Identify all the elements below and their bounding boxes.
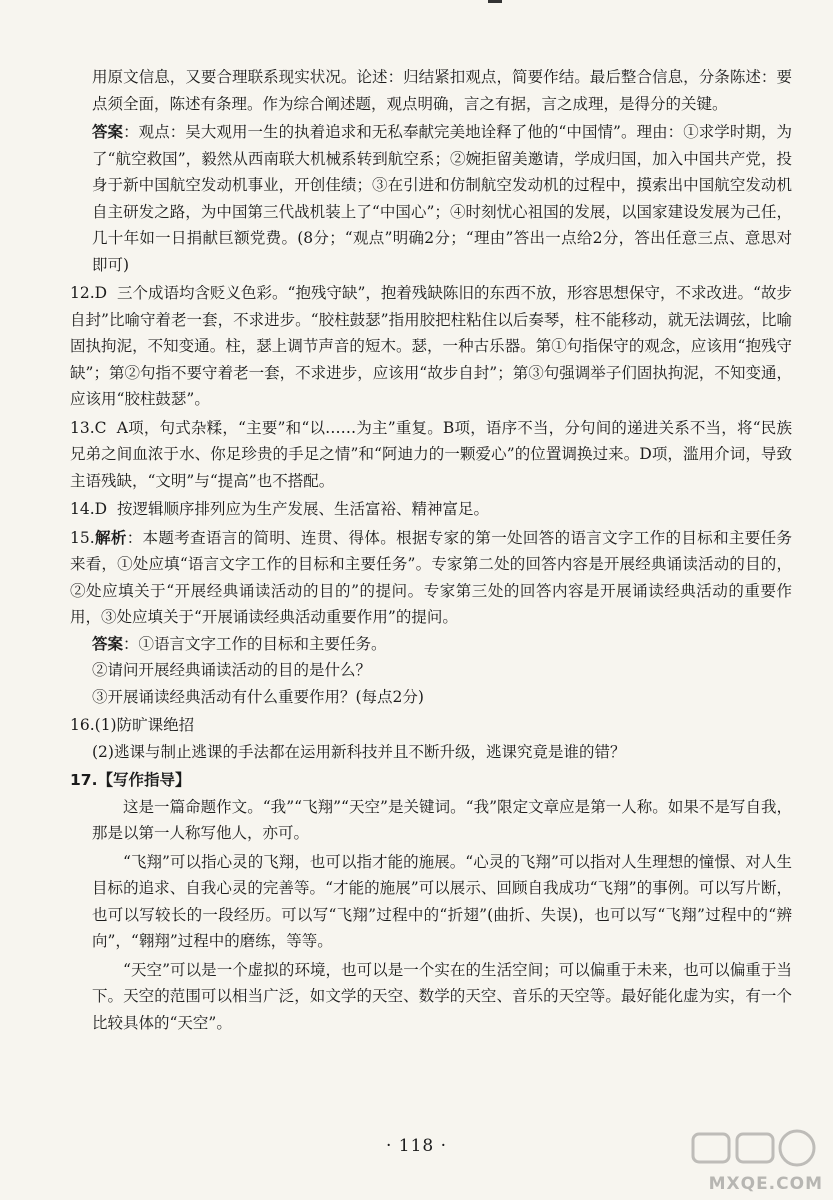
answer-15-item-1: ：①语言文字工作的目标和主要任务。 xyxy=(123,634,387,653)
answer-15-item-2: ②请问开展经典诵读活动的目的是什么？ xyxy=(92,661,372,679)
answer-content xyxy=(70,64,792,1036)
question-15-answer xyxy=(92,631,792,658)
intro-paragraph xyxy=(92,64,792,117)
intro-line-1: 用原文信息，又要合理联系现实状况。论述：归结紧扣观点，简要作结。最后整合信息，分条陈述：要点须全面，陈 xyxy=(92,68,792,113)
writing-guide-paragraph-2: “飞翔”可以指心灵的飞翔，也可以指才能的施展。“心灵的飞翔”可以指对人生理想的憧憬、对人生目标的追求、自我心灵的完善等。“才能的施展”可以展示、回顾自我成功“飞翔”的事例。可以写片断，也可以写较长的一段经历。可以写“飞翔”过程中的“折翅”(曲折、失误)，也可以写“飞翔”过程中的“辨向”，“翱翔”过程中的磨练，等等。 xyxy=(92,852,792,950)
analysis-label: 解析 xyxy=(94,528,127,547)
question-13-number: 13.C xyxy=(70,418,107,437)
question-12 xyxy=(70,280,792,413)
question-15-number: 15. xyxy=(70,528,95,547)
question-12-number: 12.D xyxy=(70,284,108,302)
question-12-text: 三个成语均含贬义色彩。“抱残守缺”，抱着残缺陈旧的东西不放，形容思想保守，不求改进。“故步自封”比喻守着老一套，不求进步。“胶柱鼓瑟”指用胶把柱粘住以后奏琴，柱不能移动，就无法调弦，比喻固执拘泥，不知变通。柱，瑟上调节声音的短木。瑟，一种古乐器。第①句指保守的观念，应该用“抱残守缺”；第②句指不要守着老一套，不求进步，应该用“故步自封”；第③句强调举子们固执拘泥，不知变通，应该用“胶柱鼓瑟”。 xyxy=(70,284,792,408)
answer-label-15: 答案 xyxy=(92,634,124,653)
writing-guide-paragraph-3: “天空”可以是一个虚拟的环境，也可以是一个实在的生活空间；可以偏重于未来，也可以偏重于当下。天空的范围可以相当广泛，如文学的天空、数学的天空、音乐的天空等。最好能化虚为实，有一个比较具体的“天空”。 xyxy=(92,960,792,1032)
question-14 xyxy=(70,496,792,523)
question-14-text: 按逻辑顺序排列应为生产发展、生活富裕、精神富足。 xyxy=(116,500,489,518)
answer-label: 答案 xyxy=(92,123,124,141)
question-17-heading: 17.【写作指导】 xyxy=(70,771,191,789)
question-15 xyxy=(70,525,792,631)
writing-guide-paragraph-1: 这是一篇命题作文。“我”“飞翔”“天空”是关键词。“我”限定文章应是第一人称。如果不是写自我，那是以第一人称写他人，亦可。 xyxy=(92,797,792,842)
answer-11 xyxy=(92,119,792,278)
answer-15-item-3: ③开展诵读经典活动有什么重要作用？(每点2分) xyxy=(92,687,424,706)
question-16-line-2: (2)逃课与制止逃课的手法都在运用新科技并且不断升级，逃课究竟是谁的错？ xyxy=(92,742,626,761)
intro-line-2: 述有条理。作为综合阐述题，观点明确，言之有据，言之成理，是得分的关键。 xyxy=(185,94,728,113)
question-13-text: A项，句式杂糅，“主要”和“以……为主”重复。B项，语序不当，分句间的递进关系不当，将“民族兄弟之间血浓于水、你足珍贵的手足之情”和“阿迪力的一颗爱心”的位置调换过来。D项，滥用介词，导致主语残缺，“文明”与“提高”也不搭配。 xyxy=(70,418,792,490)
watermark-text: MXQE.COM xyxy=(708,1174,823,1194)
page-number: · 118 · xyxy=(385,1136,448,1156)
question-16-line-1: 16.(1)防旷课绝招 xyxy=(70,716,195,734)
scan-mark xyxy=(488,0,502,3)
answer-11-text: ：观点：吴大观用一生的执着追求和无私奉献完美地诠释了他的“中国情”。理由：①求学时期，为了“航空救国”，毅然从西南联大机械系转到航空系；②婉拒留美邀请，学成归国，加入中国共产党，投身于新中国航空发动机事业，开创佳绩；③在引进和仿制航空发动机的过程中，摸索出中国航空发动机自主研发之路，为中国第三代战机装上了“中国心”；④时刻忧心祖国的发展，以国家建设发展为己任，几十年如一日捐献巨额党费。(8分；“观点”明确2分；“理由”答出一点给2分，答出任意三点、意思对即可) xyxy=(92,123,792,274)
question-15-text: ：本题考查语言的简明、连贯、得体。根据专家的第一处回答的语言文字工作的目标和主要任务来看，①处应填“语言文字工作的目标和主要任务”。专家第二处的回答内容是开展经典诵读活动的目的，②处应填关于“开展经典诵读活动的目的”的提问。专家第三处的回答内容是开展诵读经典活动的重要作用，③处应填关于“开展诵读经典活动重要作用”的提问。 xyxy=(70,528,792,626)
question-13 xyxy=(70,415,792,495)
question-14-number: 14.D xyxy=(70,500,108,518)
